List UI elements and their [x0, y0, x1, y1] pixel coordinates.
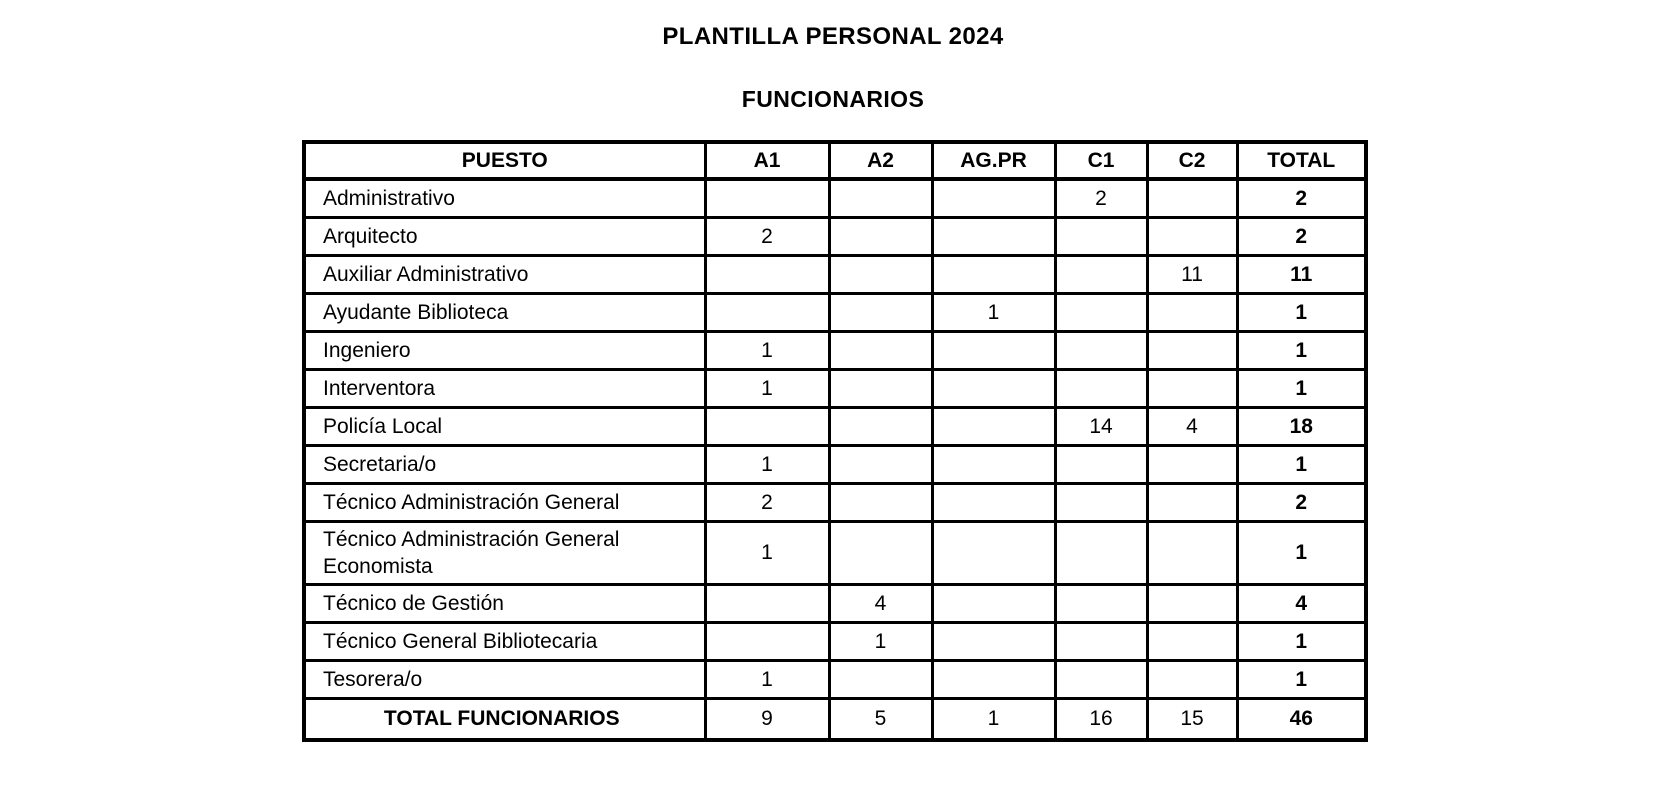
cell-c1 — [1055, 521, 1147, 585]
cell-c2 — [1147, 623, 1237, 661]
page-title: PLANTILLA PERSONAL 2024 — [662, 23, 1004, 50]
cell-a2 — [829, 255, 932, 293]
cell-c1 — [1055, 293, 1147, 331]
table-row — [304, 369, 1366, 407]
table-footer — [304, 699, 1366, 740]
cell-a2 — [829, 217, 932, 255]
cell-puesto: Policía Local — [304, 407, 705, 445]
cell-a1: 1 — [705, 445, 829, 483]
cell-total: 11 — [1237, 255, 1366, 293]
footer-label: TOTAL FUNCIONARIOS — [304, 699, 705, 740]
cell-total: 18 — [1237, 407, 1366, 445]
table-row — [304, 623, 1366, 661]
table-row — [304, 661, 1366, 699]
cell-puesto: Interventora — [304, 369, 705, 407]
table-row — [304, 407, 1366, 445]
cell-puesto: Técnico de Gestión — [304, 585, 705, 623]
cell-total: 1 — [1237, 623, 1366, 661]
cell-c2 — [1147, 179, 1237, 217]
cell-c1 — [1055, 585, 1147, 623]
cell-c2 — [1147, 445, 1237, 483]
table-row — [304, 483, 1366, 521]
cell-puesto: Secretaria/o — [304, 445, 705, 483]
footer-cell-c2: 15 — [1147, 699, 1237, 740]
table-row — [304, 217, 1366, 255]
column-header-agpr: AG.PR — [932, 142, 1055, 179]
cell-total: 4 — [1237, 585, 1366, 623]
cell-a1: 1 — [705, 521, 829, 585]
cell-c1 — [1055, 331, 1147, 369]
table-body — [304, 179, 1366, 699]
cell-agpr — [932, 179, 1055, 217]
section-subtitle: FUNCIONARIOS — [741, 86, 925, 112]
table-row — [304, 585, 1366, 623]
cell-c2: 11 — [1147, 255, 1237, 293]
column-header-puesto: PUESTO — [304, 142, 705, 179]
cell-c1 — [1055, 217, 1147, 255]
cell-puesto: Técnico Administración General — [304, 483, 705, 521]
table-row — [304, 331, 1366, 369]
cell-puesto: Arquitecto — [304, 217, 705, 255]
cell-c2: 4 — [1147, 407, 1237, 445]
cell-c1 — [1055, 661, 1147, 699]
cell-c1 — [1055, 445, 1147, 483]
cell-puesto: Auxiliar Administrativo — [304, 255, 705, 293]
cell-agpr — [932, 369, 1055, 407]
cell-c2 — [1147, 483, 1237, 521]
cell-c1: 2 — [1055, 179, 1147, 217]
cell-a2: 4 — [829, 585, 932, 623]
cell-a2 — [829, 483, 932, 521]
cell-a1: 1 — [705, 661, 829, 699]
cell-total: 1 — [1237, 521, 1366, 585]
footer-cell-total: 46 — [1237, 699, 1366, 740]
column-header-total: TOTAL — [1237, 142, 1366, 179]
cell-a1 — [705, 179, 829, 217]
cell-c1: 14 — [1055, 407, 1147, 445]
cell-a1: 1 — [705, 331, 829, 369]
table-row — [304, 521, 1366, 585]
column-header-c2: C2 — [1147, 142, 1237, 179]
table-row — [304, 179, 1366, 217]
cell-c2 — [1147, 521, 1237, 585]
cell-total: 2 — [1237, 483, 1366, 521]
column-header-a1: A1 — [705, 142, 829, 179]
cell-agpr — [932, 623, 1055, 661]
cell-agpr — [932, 585, 1055, 623]
cell-puesto: Ayudante Biblioteca — [304, 293, 705, 331]
cell-a1 — [705, 407, 829, 445]
cell-a2 — [829, 521, 932, 585]
cell-total: 1 — [1237, 293, 1366, 331]
cell-a1 — [705, 255, 829, 293]
cell-puesto: Administrativo — [304, 179, 705, 217]
footer-cell-a1: 9 — [705, 699, 829, 740]
cell-a1 — [705, 585, 829, 623]
cell-puesto: Técnico Administración General Economista — [304, 521, 705, 585]
column-header-a2: A2 — [829, 142, 932, 179]
cell-c2 — [1147, 293, 1237, 331]
footer-cell-a2: 5 — [829, 699, 932, 740]
cell-a2 — [829, 293, 932, 331]
cell-c2 — [1147, 585, 1237, 623]
footer-row — [304, 699, 1366, 740]
cell-a2: 1 — [829, 623, 932, 661]
cell-total: 2 — [1237, 179, 1366, 217]
footer-cell-c1: 16 — [1055, 699, 1147, 740]
column-header-c1: C1 — [1055, 142, 1147, 179]
cell-a1 — [705, 293, 829, 331]
cell-puesto: Técnico General Bibliotecaria — [304, 623, 705, 661]
cell-c2 — [1147, 217, 1237, 255]
cell-a1: 2 — [705, 217, 829, 255]
table-row — [304, 293, 1366, 331]
cell-agpr — [932, 407, 1055, 445]
table-row — [304, 445, 1366, 483]
cell-a1 — [705, 623, 829, 661]
cell-a2 — [829, 445, 932, 483]
cell-agpr — [932, 521, 1055, 585]
cell-agpr — [932, 255, 1055, 293]
cell-agpr — [932, 217, 1055, 255]
footer-cell-agpr: 1 — [932, 699, 1055, 740]
staff-table — [302, 140, 1368, 742]
cell-a2 — [829, 369, 932, 407]
cell-total: 1 — [1237, 369, 1366, 407]
header-row — [304, 142, 1366, 179]
cell-total: 1 — [1237, 661, 1366, 699]
cell-c1 — [1055, 623, 1147, 661]
cell-a2 — [829, 331, 932, 369]
table-header — [304, 142, 1366, 179]
cell-c1 — [1055, 369, 1147, 407]
cell-c2 — [1147, 369, 1237, 407]
cell-puesto: Tesorera/o — [304, 661, 705, 699]
cell-agpr: 1 — [932, 293, 1055, 331]
cell-a1: 1 — [705, 369, 829, 407]
cell-total: 1 — [1237, 331, 1366, 369]
cell-total: 1 — [1237, 445, 1366, 483]
cell-agpr — [932, 445, 1055, 483]
cell-a2 — [829, 407, 932, 445]
cell-puesto: Ingeniero — [304, 331, 705, 369]
table-row — [304, 255, 1366, 293]
cell-agpr — [932, 483, 1055, 521]
cell-c2 — [1147, 661, 1237, 699]
cell-a1: 2 — [705, 483, 829, 521]
cell-a2 — [829, 661, 932, 699]
cell-total: 2 — [1237, 217, 1366, 255]
cell-agpr — [932, 331, 1055, 369]
cell-c2 — [1147, 331, 1237, 369]
cell-c1 — [1055, 483, 1147, 521]
cell-a2 — [829, 179, 932, 217]
cell-c1 — [1055, 255, 1147, 293]
cell-agpr — [932, 661, 1055, 699]
